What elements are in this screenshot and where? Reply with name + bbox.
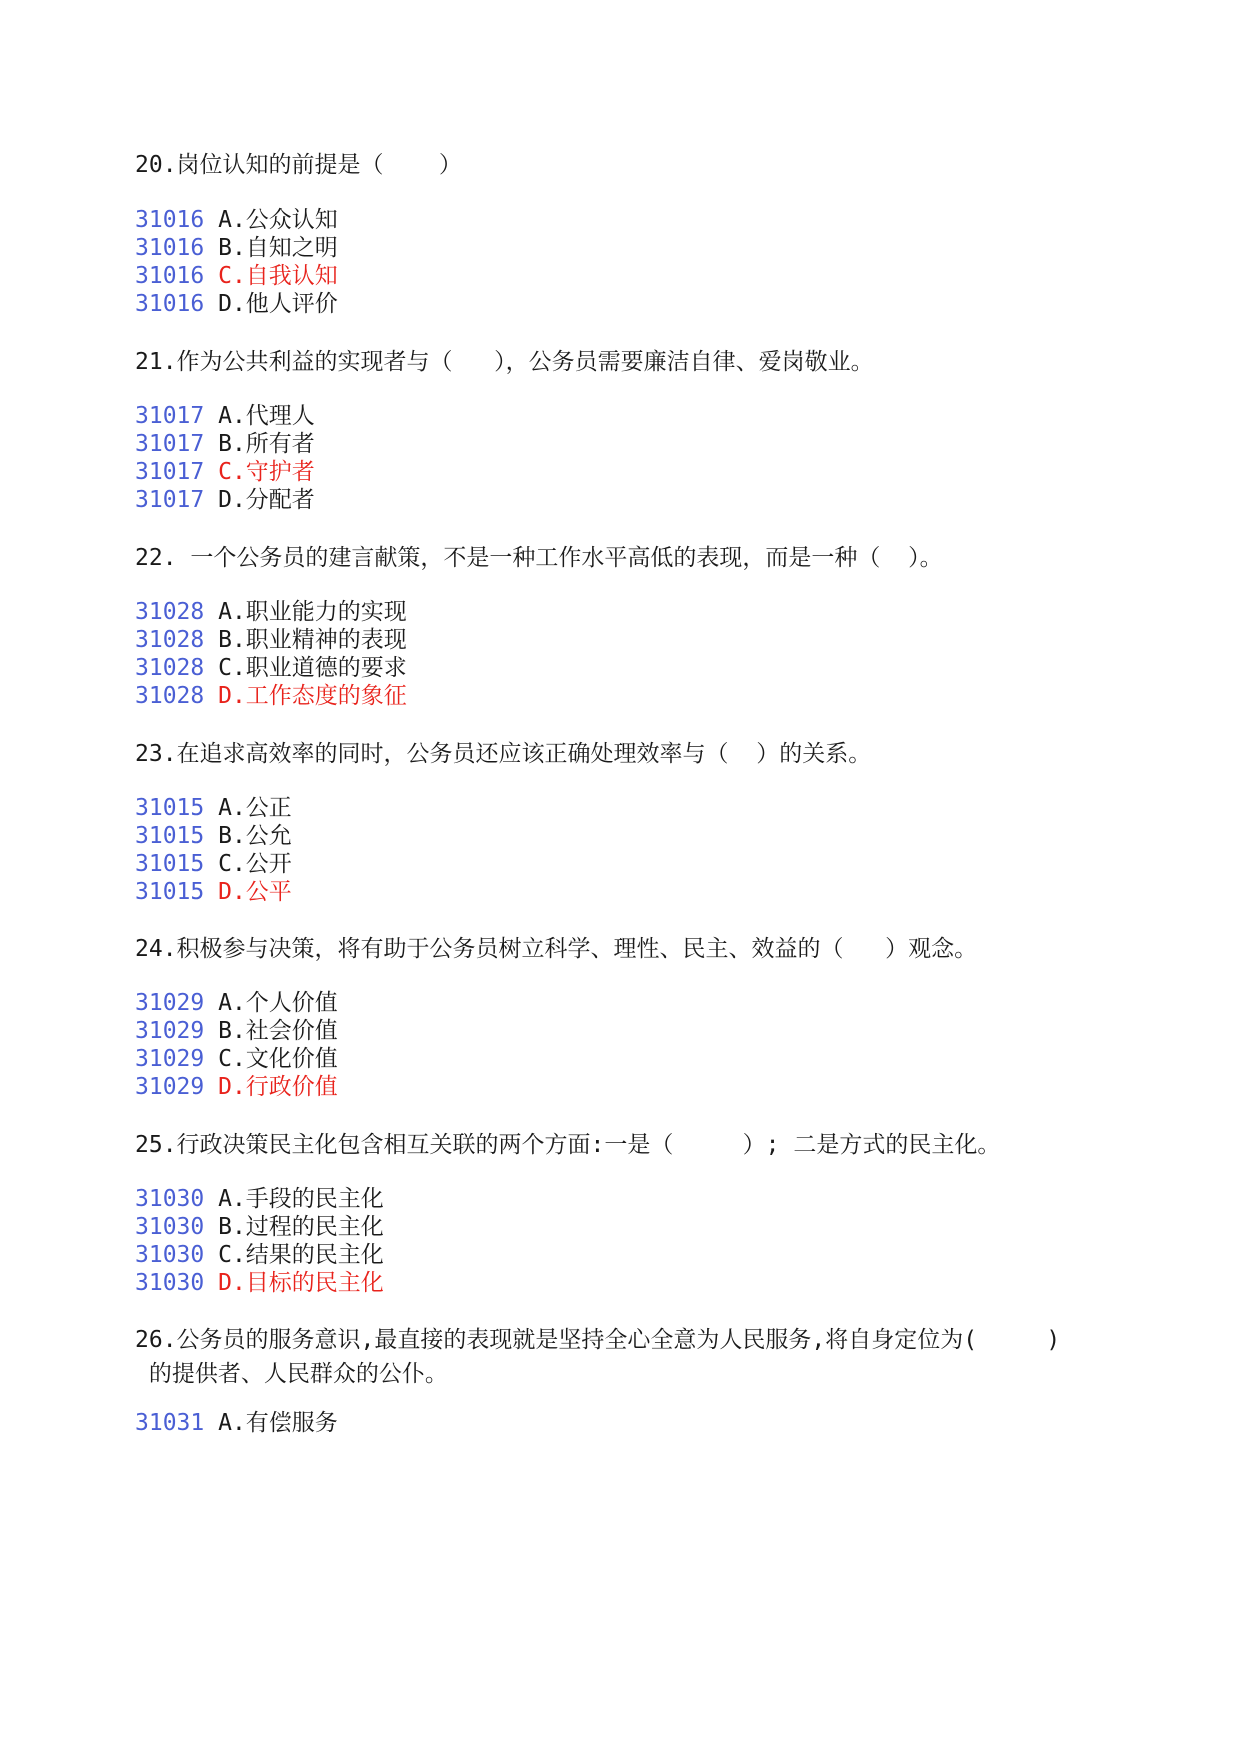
option-text: B.公允 xyxy=(218,823,292,849)
option-code: 31029 xyxy=(135,1074,205,1100)
option-code: 31015 xyxy=(135,851,205,877)
option-code: 31017 xyxy=(135,403,205,429)
option-code: 31016 xyxy=(135,291,205,317)
option-text: C.结果的民主化 xyxy=(218,1242,384,1268)
question-stem: 25.行政决策民主化包含相互关联的两个方面:一是（ ）; 二是方式的民主化。 xyxy=(135,1132,1001,1158)
option-code: 31028 xyxy=(135,627,205,653)
option-text: B.职业精神的表现 xyxy=(218,627,407,653)
option-code: 31017 xyxy=(135,487,205,513)
option-text: A.公正 xyxy=(218,795,292,821)
option-line xyxy=(135,849,292,880)
option-line xyxy=(135,1408,338,1439)
option-code: 31015 xyxy=(135,823,205,849)
option-text: C.文化价值 xyxy=(218,1046,338,1072)
correct-option-text: D.行政价值 xyxy=(218,1074,338,1100)
option-line xyxy=(135,653,407,684)
option-text: A.个人价值 xyxy=(218,990,338,1016)
option-text: A.公众认知 xyxy=(218,207,338,233)
option-text: C.职业道德的要求 xyxy=(218,655,407,681)
option-line xyxy=(135,1044,338,1075)
correct-option-text: D.公平 xyxy=(218,879,292,905)
option-text: B.自知之明 xyxy=(218,235,338,261)
option-line xyxy=(135,1072,338,1103)
option-line xyxy=(135,457,315,488)
option-line xyxy=(135,1268,384,1299)
option-code: 31030 xyxy=(135,1186,205,1212)
question-stem: 24.积极参与决策，将有助于公务员树立科学、理性、民主、效益的（ ）观念。 xyxy=(135,936,978,962)
question-stem: 26.公务员的服务意识,最直接的表现就是坚持全心全意为人民服务,将自身定位为( ) 的提供者、人民群众的公仆。 xyxy=(135,1327,1061,1387)
option-line xyxy=(135,1240,384,1271)
option-line xyxy=(135,289,338,320)
option-line xyxy=(135,597,407,628)
option-code: 31031 xyxy=(135,1410,205,1436)
option-line xyxy=(135,821,292,852)
option-line xyxy=(135,1016,338,1047)
option-text: D.分配者 xyxy=(218,487,315,513)
option-code: 31029 xyxy=(135,990,205,1016)
question-stem: 23.在追求高效率的同时，公务员还应该正确处理效率与（ ）的关系。 xyxy=(135,741,872,767)
option-text: B.社会价值 xyxy=(218,1018,338,1044)
question-stem: 22. 一个公务员的建言献策，不是一种工作水平高低的表现，而是一种（ ）。 xyxy=(135,545,943,571)
option-line xyxy=(135,205,338,236)
option-line xyxy=(135,485,315,516)
option-text: B.过程的民主化 xyxy=(218,1214,384,1240)
correct-option-text: C.守护者 xyxy=(218,459,315,485)
option-line xyxy=(135,233,338,264)
option-code: 31028 xyxy=(135,599,205,625)
option-code: 31017 xyxy=(135,431,205,457)
option-line xyxy=(135,877,292,908)
option-text: A.有偿服务 xyxy=(218,1410,338,1436)
option-code: 31029 xyxy=(135,1018,205,1044)
option-line xyxy=(135,1184,384,1215)
option-line xyxy=(135,793,292,824)
correct-option-text: D.目标的民主化 xyxy=(218,1270,384,1296)
option-code: 31028 xyxy=(135,655,205,681)
option-code: 31028 xyxy=(135,683,205,709)
option-code: 31015 xyxy=(135,879,205,905)
option-text: A.代理人 xyxy=(218,403,315,429)
option-line xyxy=(135,1212,384,1243)
option-line xyxy=(135,261,338,292)
option-code: 31016 xyxy=(135,263,205,289)
correct-option-text: C.自我认知 xyxy=(218,263,338,289)
option-line xyxy=(135,429,315,460)
option-code: 31029 xyxy=(135,1046,205,1072)
question-stem: 21.作为公共利益的实现者与（ ），公务员需要廉洁自律、爱岗敬业。 xyxy=(135,349,874,375)
option-code: 31030 xyxy=(135,1214,205,1240)
correct-option-text: D.工作态度的象征 xyxy=(218,683,407,709)
question-stem: 20.岗位认知的前提是（ ） xyxy=(135,152,462,178)
option-line xyxy=(135,625,407,656)
option-code: 31030 xyxy=(135,1270,205,1296)
option-line xyxy=(135,988,338,1019)
option-text: A.职业能力的实现 xyxy=(218,599,407,625)
option-code: 31016 xyxy=(135,207,205,233)
option-text: B.所有者 xyxy=(218,431,315,457)
option-code: 31016 xyxy=(135,235,205,261)
option-code: 31030 xyxy=(135,1242,205,1268)
option-line xyxy=(135,401,315,432)
option-code: 31015 xyxy=(135,795,205,821)
option-text: D.他人评价 xyxy=(218,291,338,317)
option-line xyxy=(135,681,407,712)
option-text: A.手段的民主化 xyxy=(218,1186,384,1212)
option-code: 31017 xyxy=(135,459,205,485)
option-text: C.公开 xyxy=(218,851,292,877)
